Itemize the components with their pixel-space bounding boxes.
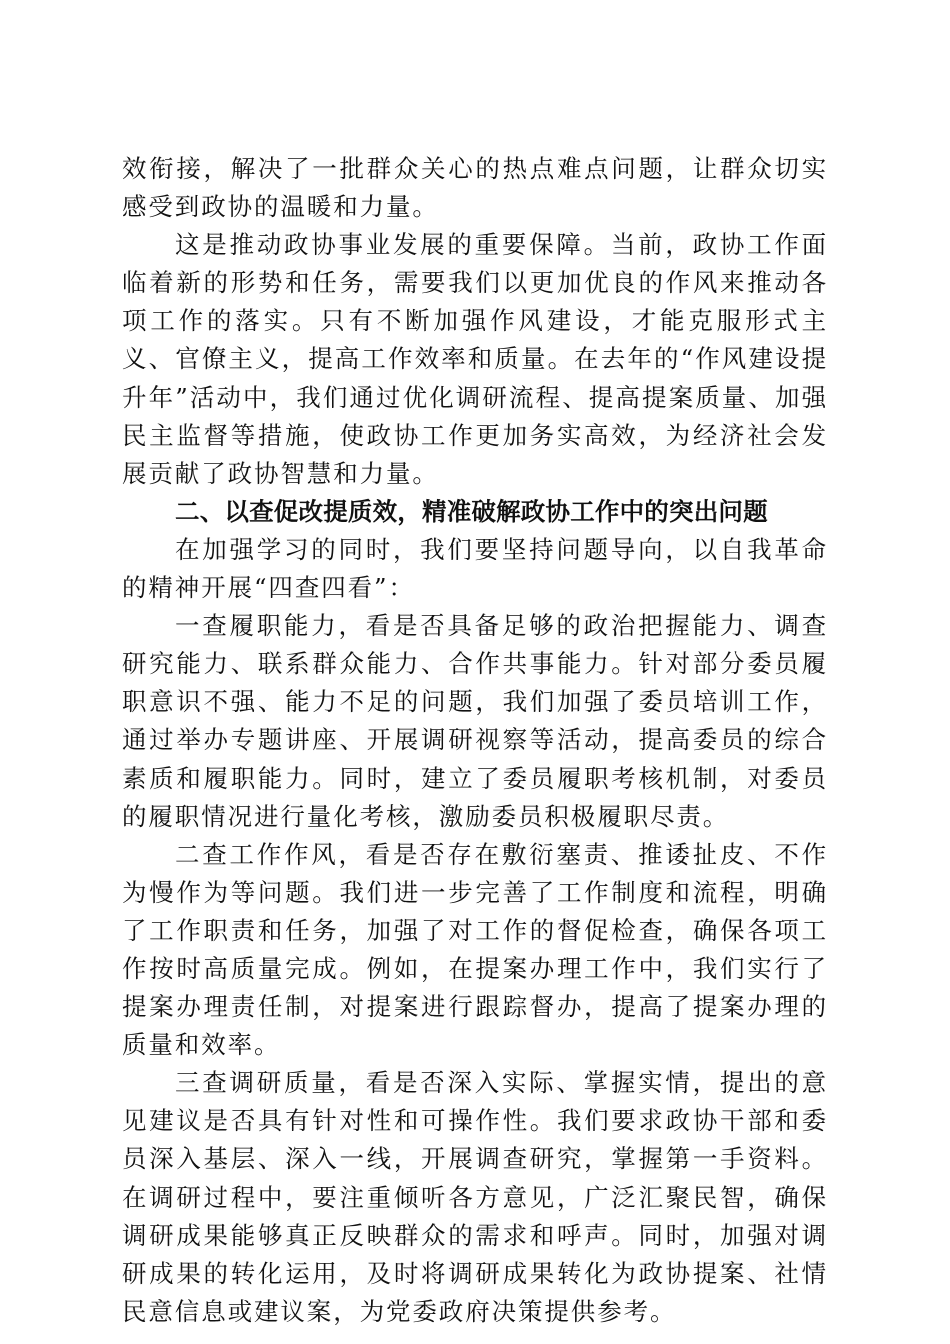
paragraph-check-ability: 一查履职能力，看是否具备足够的政治把握能力、调查研究能力、联系群众能力、合作共事能力。针对部分委员履职意识不强、能力不足的问题，我们加强了委员培训工作，通过举办专题讲座、开展调研视察等活动，提高委员的综合素质和履职能力。同时，建立了委员履职考核机制，对委员的履职情况进行量化考核，激励委员积极履职尽责。: [122, 611, 828, 831]
document-body: [122, 150, 828, 1331]
section-heading: 二、以查促改提质效，精准破解政协工作中的突出问题: [175, 496, 768, 526]
paragraph-intro-four-checks: 在加强学习的同时，我们要坚持问题导向，以自我革命的精神开展“四查四看”：: [122, 534, 828, 603]
paragraph-continuation: 效衔接，解决了一批群众关心的热点难点问题，让群众切实感受到政协的温暖和力量。: [122, 154, 828, 222]
paragraph-style-importance: 这是推动政协事业发展的重要保障。当前，政协工作面临着新的形势和任务，需要我们以更加优良的作风来推动各项工作的落实。只有不断加强作风建设，才能克服形式主义、官僚主义，提高工作效率和质量。在去年的“作风建设提升年”活动中，我们通过优化调研流程、提高提案质量、加强民主监督等措施，使政协工作更加务实高效，为经济社会发展贡献了政协智慧和力量。: [122, 230, 828, 488]
paragraph-check-research: 三查调研质量，看是否深入实际、掌握实情，提出的意见建议是否具有针对性和可操作性。我们要求政协干部和委员深入基层、深入一线，开展调查研究，掌握第一手资料。在调研过程中，要注重倾听各方意见，广泛汇聚民智，确保调研成果能够真正反映群众的需求和呼声。同时，加强对调研成果的转化运用，及时将调研成果转化为政协提案、社情民意信息或建议案，为党委政府决策提供参考。: [122, 1068, 828, 1326]
paragraph-check-work-style: 二查工作作风，看是否存在敷衍塞责、推诿扯皮、不作为慢作为等问题。我们进一步完善了工作制度和流程，明确了工作职责和任务，加强了对工作的督促检查，确保各项工作按时高质量完成。例如，在提案办理工作中，我们实行了提案办理责任制，对提案进行跟踪督办，提高了提案办理的质量和效率。: [122, 839, 828, 1060]
